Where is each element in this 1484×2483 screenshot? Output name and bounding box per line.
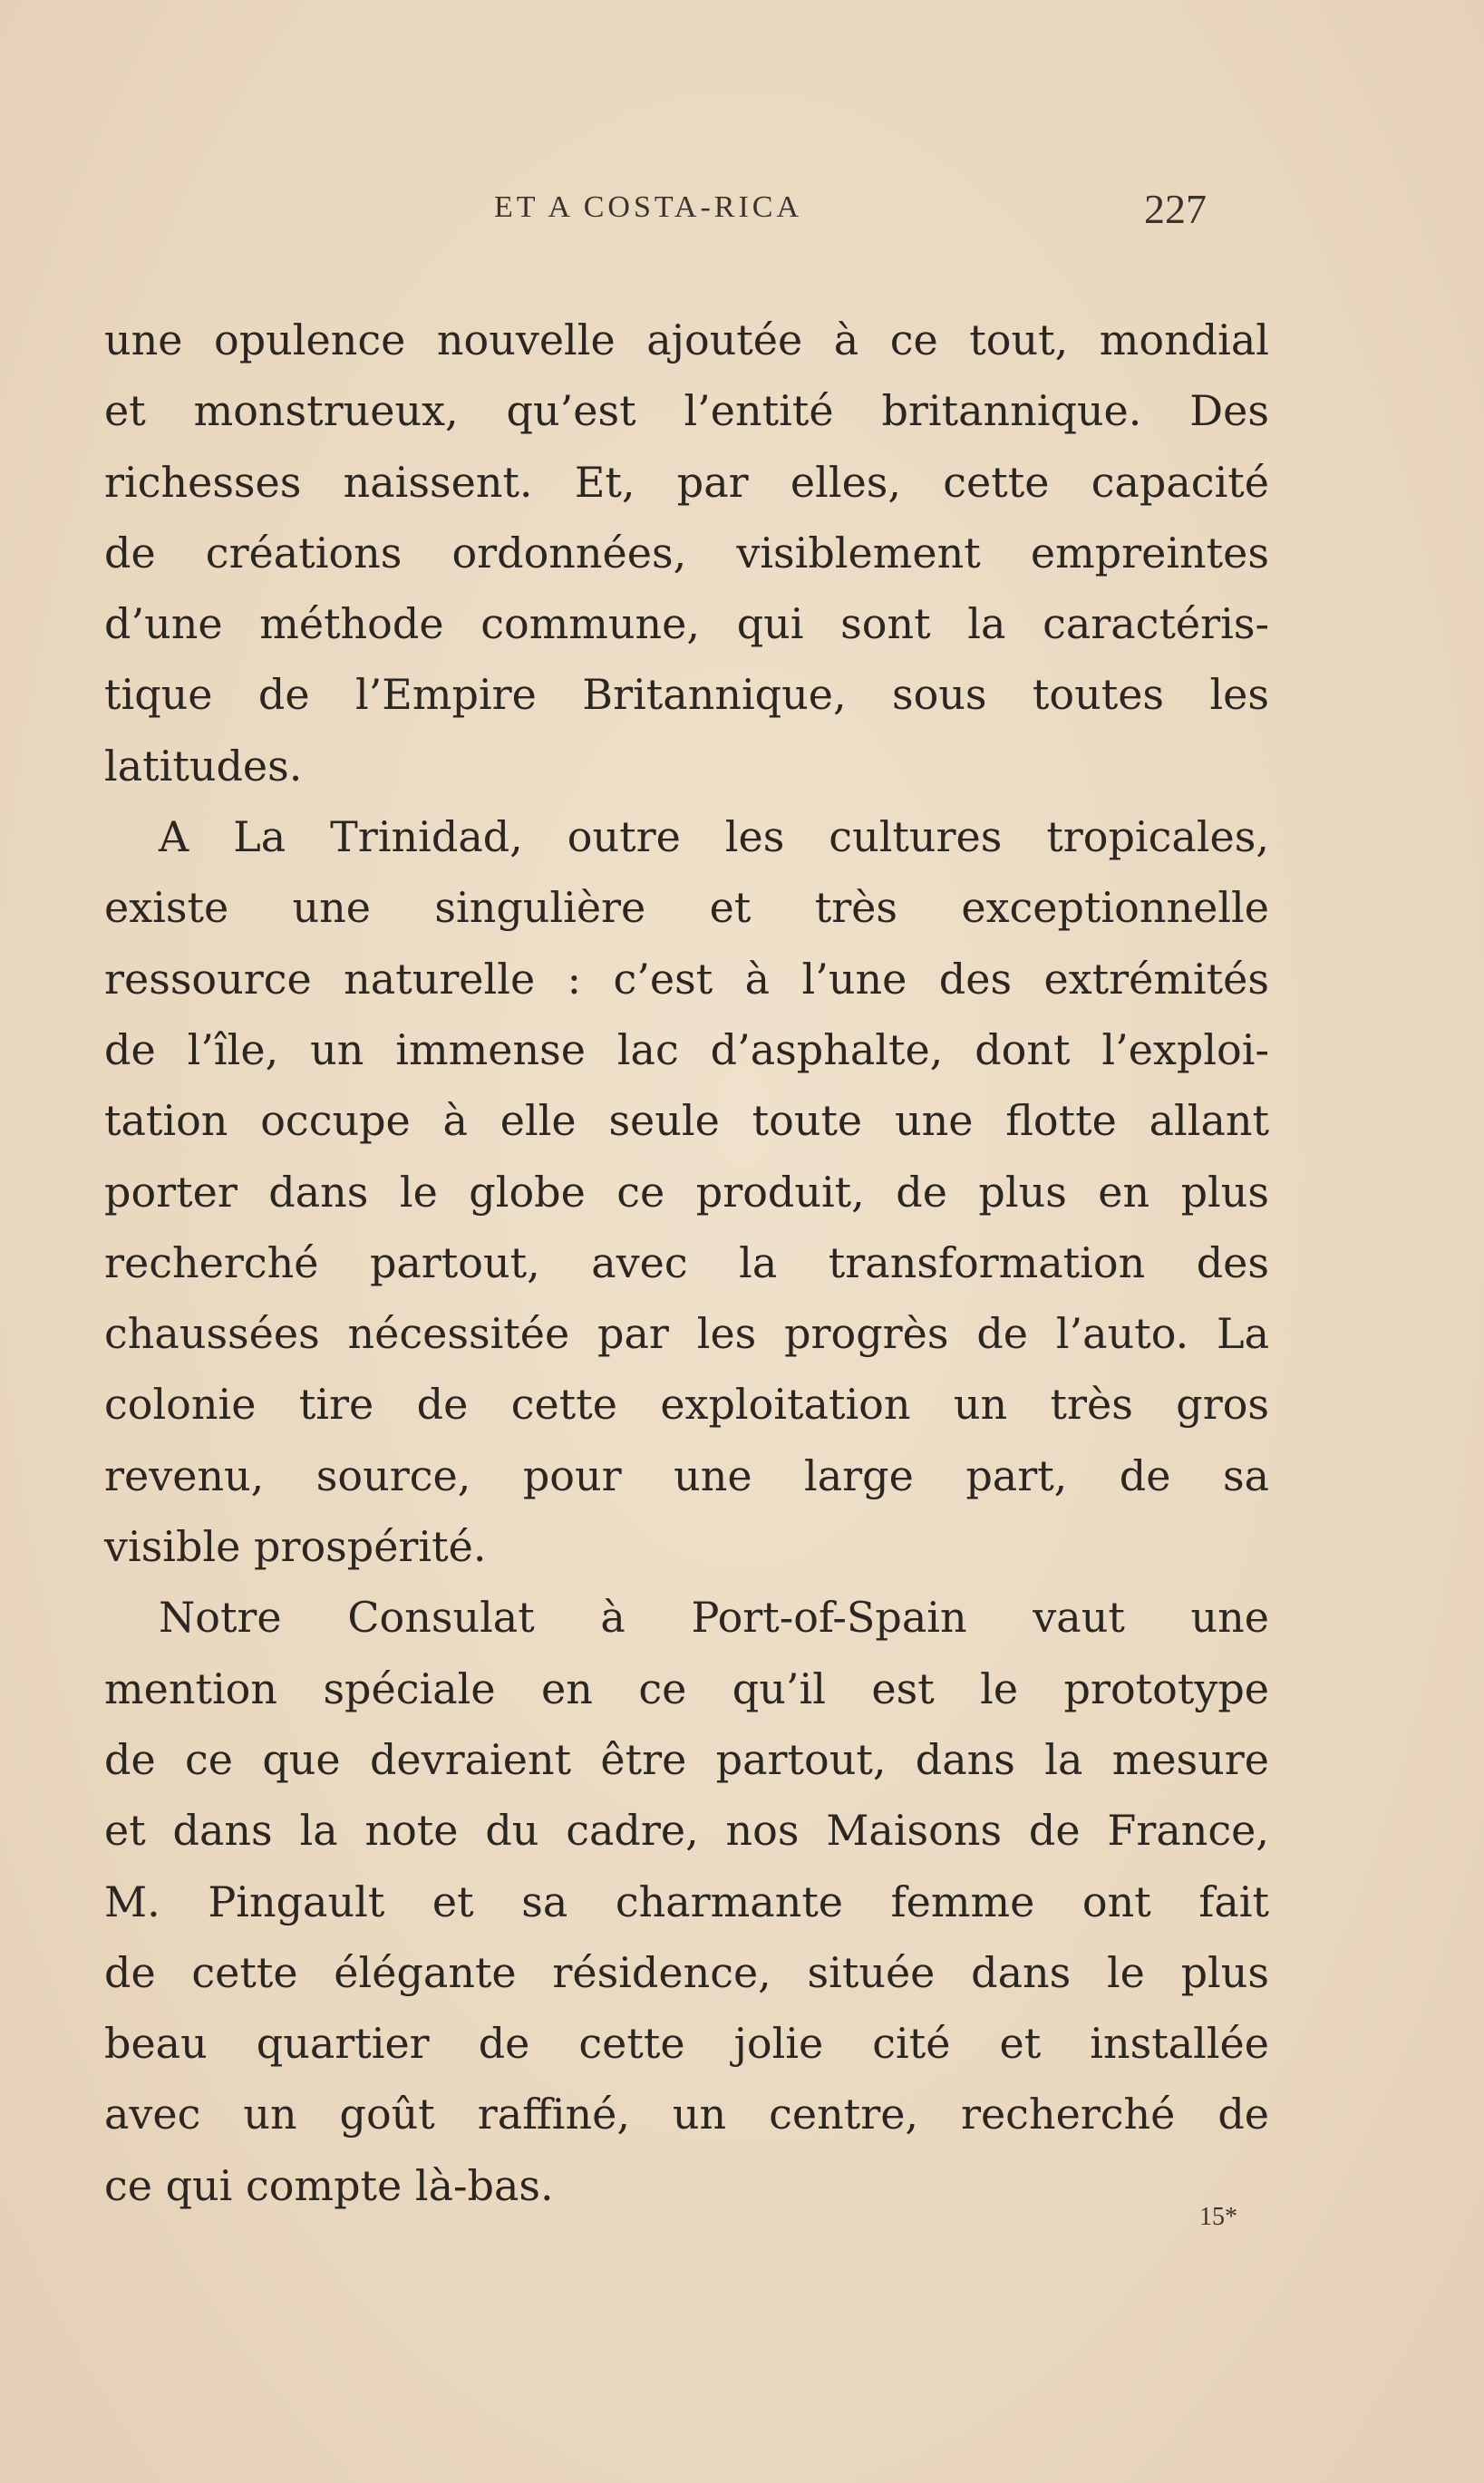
text-line: revenu, source, pour une large part, de sa xyxy=(104,1450,1269,1500)
text-line: de créations ordonnées, visiblement empreintes xyxy=(104,528,1269,577)
text-line: ressource naturelle : c’est à l’une des extrémités xyxy=(104,954,1269,1004)
text-line: richesses naissent. Et, par elles, cette capacité xyxy=(104,457,1269,507)
body-text xyxy=(104,305,1269,2221)
paragraph-start-line: A La Trinidad, outre les cultures tropicales, xyxy=(159,812,1269,862)
page-number: 227 xyxy=(1144,186,1207,232)
text-line: latitudes. xyxy=(104,741,303,790)
signature-mark: 15* xyxy=(1199,2203,1237,2231)
paragraph-start-line: Notre Consulat à Port-of-Spain vaut une xyxy=(159,1593,1269,1643)
text-line: recherché partout, avec la transformation des xyxy=(104,1237,1269,1287)
text-line: de ce que devraient être partout, dans la mesure xyxy=(104,1734,1269,1784)
text-line: une opulence nouvelle ajoutée à ce tout, mondial xyxy=(104,315,1269,364)
text-line: et monstrueux, qu’est l’entité britannique. Des xyxy=(104,386,1269,436)
text-line: colonie tire de cette exploitation un très gros xyxy=(104,1380,1269,1430)
text-line: visible prospérité. xyxy=(104,1522,487,1572)
text-line: M. Pingault et sa charmante femme ont fait xyxy=(104,1877,1269,1926)
text-line: de l’île, un immense lac d’asphalte, dont l’exploi- xyxy=(104,1024,1269,1074)
text-line: beau quartier de cette jolie cité et installée xyxy=(104,2019,1269,2069)
text-line: chaussées nécessitée par les progrès de l’auto. La xyxy=(104,1309,1269,1359)
text-line: existe une singulière et très exceptionnelle xyxy=(104,883,1269,933)
text-line: tation occupe à elle seule toute une flotte allant xyxy=(104,1096,1269,1146)
text-line: d’une méthode commune, qui sont la caractéris- xyxy=(104,599,1269,649)
text-line: de cette élégante résidence, située dans le plus xyxy=(104,1947,1269,1997)
text-line: porter dans le globe ce produit, de plus en plus xyxy=(104,1167,1269,1217)
text-line: tique de l’Empire Britannique, sous toutes les xyxy=(104,670,1269,720)
text-line: ce qui compte là-bas. xyxy=(104,2160,554,2210)
text-line: mention spéciale en ce qu’il est le prototype xyxy=(104,1663,1269,1713)
text-line: et dans la note du cadre, nos Maisons de France, xyxy=(104,1806,1269,1856)
running-head: ET A COSTA-RICA xyxy=(494,190,803,224)
text-line: avec un goût raffiné, un centre, recherché de xyxy=(104,2090,1269,2139)
